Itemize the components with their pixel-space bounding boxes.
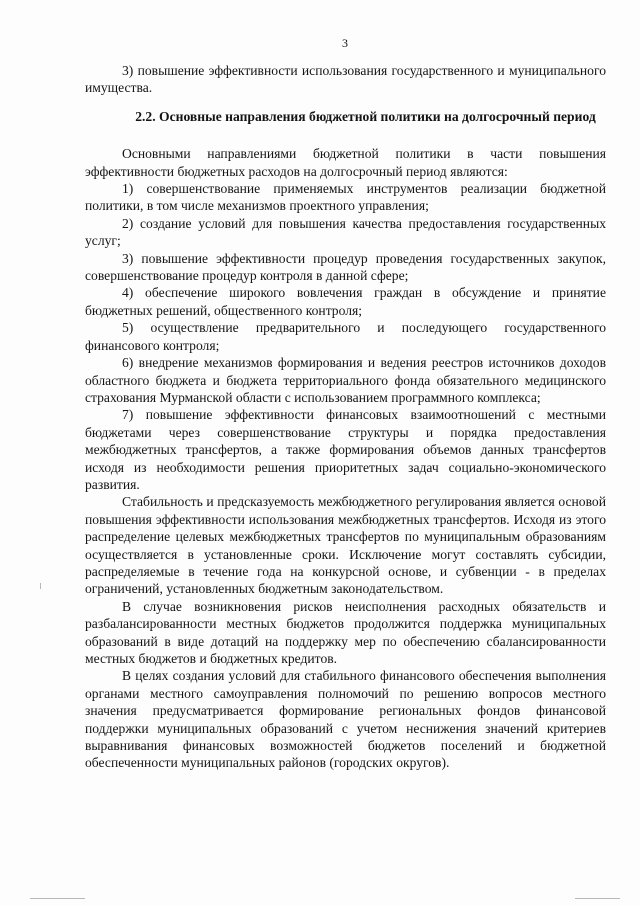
page-number: 3 xyxy=(342,36,348,50)
list-item-4: 4) обеспечение широкого вовлечения граждан в обсуждение и принятие бюджетных решений, общественного контроля; xyxy=(85,285,606,318)
scan-artifact-bottom-left xyxy=(30,898,85,899)
paragraph-intro: Основными направлениями бюджетной политики в части повышения эффективности бюджетных расходов на долгосрочный период являются: xyxy=(85,146,606,179)
list-item-6: 6) внедрение механизмов формирования и ведения реестров источников доходов областного бюджета и бюджета территориального фонда обязательного медицинского страхования Мурманской области с использованием программного комплекса; xyxy=(85,355,606,405)
document-body xyxy=(85,62,606,772)
list-item-3: 3) повышение эффективности процедур проведения государственных закупок, совершенствование процедур контроля в данной сфере; xyxy=(85,250,606,284)
list-item-1: 1) совершенствование применяемых инструментов реализации бюджетной политики, в том числе механизмов проектного управления; xyxy=(85,181,606,214)
paragraph-stability: Стабильность и предсказуемость межбюджетного регулирования является основой повышения эффективности использования межбюджетных трансфертов. Исходя из этого распределение целевых межбюджетных трансфертов по муниципальным образованиям осуществляется в установленные сроки. Исключение могут составлять субсидии, распределяемые в течение года на конкурсной основе, и субвенции - в пределах ограничений, установленных бюджетным законодательством. xyxy=(85,494,606,597)
section-heading: 2.2. Основные направления бюджетной политики на долгосрочный период xyxy=(135,108,596,124)
paragraph-risks: В случае возникновения рисков неисполнения расходных обязательств и разбалансированности местных бюджетов продолжится поддержка муниципальных образований в виде дотаций на поддержку мер по обеспечению сбалансированности местных бюджетов и бюджетных кредитов. xyxy=(85,598,606,666)
list-item-7: 7) повышение эффективности финансовых взаимоотношений с местными бюджетами через совершенствование структуры и порядка предоставления межбюджетных трансфертов, а также формирования объемов данных трансфертов исходя из необходимости решения приоритетных задач социально-экономического развития. xyxy=(85,407,606,492)
list-item-2: 2) создание условий для повышения качества предоставления государственных услуг; xyxy=(85,215,606,249)
intro-list-item: 3) повышение эффективности использования государственного и муниципального имущества. xyxy=(85,63,606,96)
paragraph-conditions: В целях создания условий для стабильного финансового обеспечения выполнения органами местного самоуправления полномочий по решению вопросов местного значения предусматривается формирование региональных фондов финансовой поддержки муниципальных образований с учетом неснижения значений критериев выравнивания финансовых возможностей бюджетов поселений и бюджетной обеспеченности муниципальных районов (городских округов). xyxy=(85,668,606,771)
scan-artifact-left xyxy=(40,583,41,589)
list-item-5: 5) осуществление предварительного и последующего государственного финансового контроля; xyxy=(85,320,606,353)
scan-artifact-bottom-right xyxy=(575,898,620,899)
